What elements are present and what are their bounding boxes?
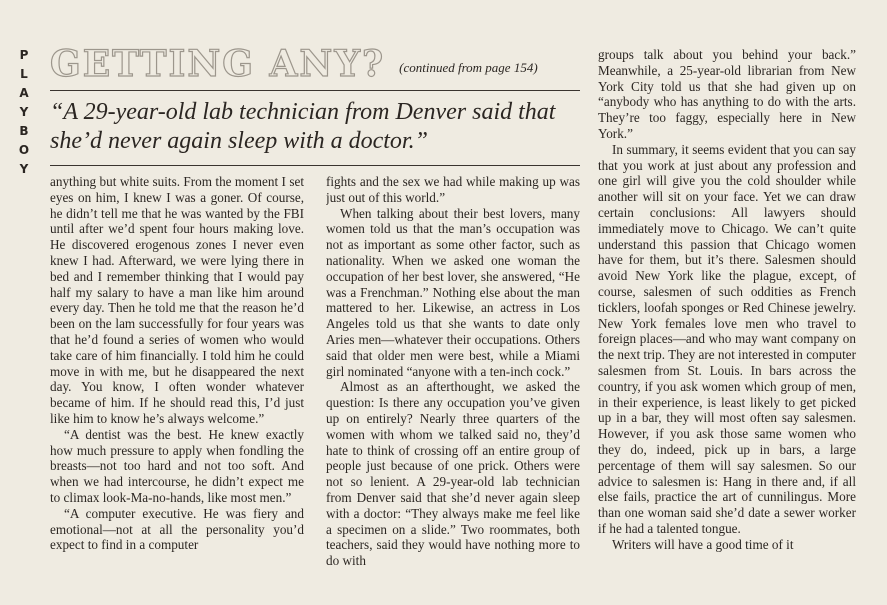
- side-letter: Y: [19, 162, 29, 176]
- paragraph: “A dentist was the best. He knew exactly how much pressure to apply when fondling the breasts—not too hard and not too soft. And when we had intercourse, he didn’t expect me to climax look-Ma-no-hands, like most men.”: [50, 426, 304, 505]
- side-letter: A: [19, 86, 29, 100]
- magazine-side-label: [14, 46, 34, 179]
- continued-note: (continued from page 154): [399, 60, 538, 75]
- side-letter: P: [19, 48, 29, 62]
- paragraph: “A computer executive. He was fiery and emotional—not at all the personality you’d expect to find in a computer: [50, 505, 304, 553]
- paragraph: fights and the sex we had while making up was just out of this world.”: [326, 174, 580, 205]
- text-column-1: [50, 174, 304, 605]
- article-header: [50, 42, 538, 85]
- paragraph: groups talk about you behind your back.” Meanwhile, a 25-year-old librarian from New York City told us that she had given up on “anybody who has anything to do with the arts. They’re too faggy, especially here in New York.”: [598, 47, 856, 141]
- paragraph: When talking about their best lovers, many women told us that the man’s occupation was not as important as some other factor, such as nationality. When we asked one woman the occupation of her best lover, she answered, “He was a Frenchman.” Nothing else about the man mattered to her. Likewise, an actress in Los Angeles told us that she wants to date only Aries men—whatever their occupations. Others said that older men were best, while a Miami girl nominated “anyone with a ten-inch cock.”: [326, 205, 580, 379]
- pull-quote: “A 29-year-old lab technician from Denver said that she’d never again sleep with a doctor.”: [50, 99, 556, 154]
- header-rule-bottom: [50, 165, 580, 166]
- side-letter: O: [18, 143, 30, 157]
- side-letter: B: [19, 124, 29, 138]
- paragraph: Almost as an afterthought, we asked the question: Is there any occupation you’ve given up on entirely? Nearly three quarters of the women with whom we talked said no, they’d hate to think of crossing off an entire group of people just because of one prick. Others were not so lenient. A 29-year-old lab technician from Denver said that she’d never again sleep with a doctor: “They always make me feel like a specimen on a slide.” Two roommates, both teachers, said they would have nothing more to do with: [326, 379, 580, 569]
- paragraph: anything but white suits. From the moment I set eyes on him, I knew I was a goner. Of course, he didn’t tell me that he was wanted by the FBI until after we’d spent four hours making love. He discovered erogenous zones I never even knew I had. Afterward, we were lying there in bed and I remember thinking that I would pay half my salary to have a man like him around every day. Then he told me that the reason he’d been on the lam successfully for four years was that he’d found a series of women who would take care of him financially. I told him he could move in with me, but he disappeared the next day. You know, I often wonder whatever became of him. If he should read this, I’d just like him to know he’s always welcome.”: [50, 174, 304, 426]
- side-letter: L: [20, 67, 28, 81]
- paragraph: Writers will have a good time of it: [612, 536, 794, 552]
- text-column-3: [598, 47, 856, 605]
- article-title-logo: GETTING ANY?: [50, 43, 386, 85]
- side-letter: Y: [19, 105, 29, 119]
- paragraph: In summary, it seems evident that you can say that you work at just about any profession and one girl will give you the cold shoulder while another will sit on your face. Yet we can draw certain conclusions: All lawyers should immediately move to Chicago. We can’t quite understand this passion that Chicago women have for them, but it’s there. Salesmen should avoid New York like the plague, except, of course, salesmen of such oddities as French ticklers, loofah sponges or Red Chinese jewelry. New York females love men who travel to foreign places—and who may want company on the next trip. They are not interested in computer salesmen from St. Louis. In bars across the country, if you ask women which group of men, in their experience, is least likely to get picked up in a bar, they will most often say salesmen. However, if you ask those same women who they do, indeed, pick up in bars, a large percentage of them will say salesmen. So our advice to salesmen is: Hang in there and, if all else fails, practice the art of cunnilingus. More than one woman said she’d date a sewer worker if he had a talented tongue.: [598, 141, 856, 536]
- text-column-2: [326, 174, 580, 605]
- header-rule-top: [50, 90, 580, 91]
